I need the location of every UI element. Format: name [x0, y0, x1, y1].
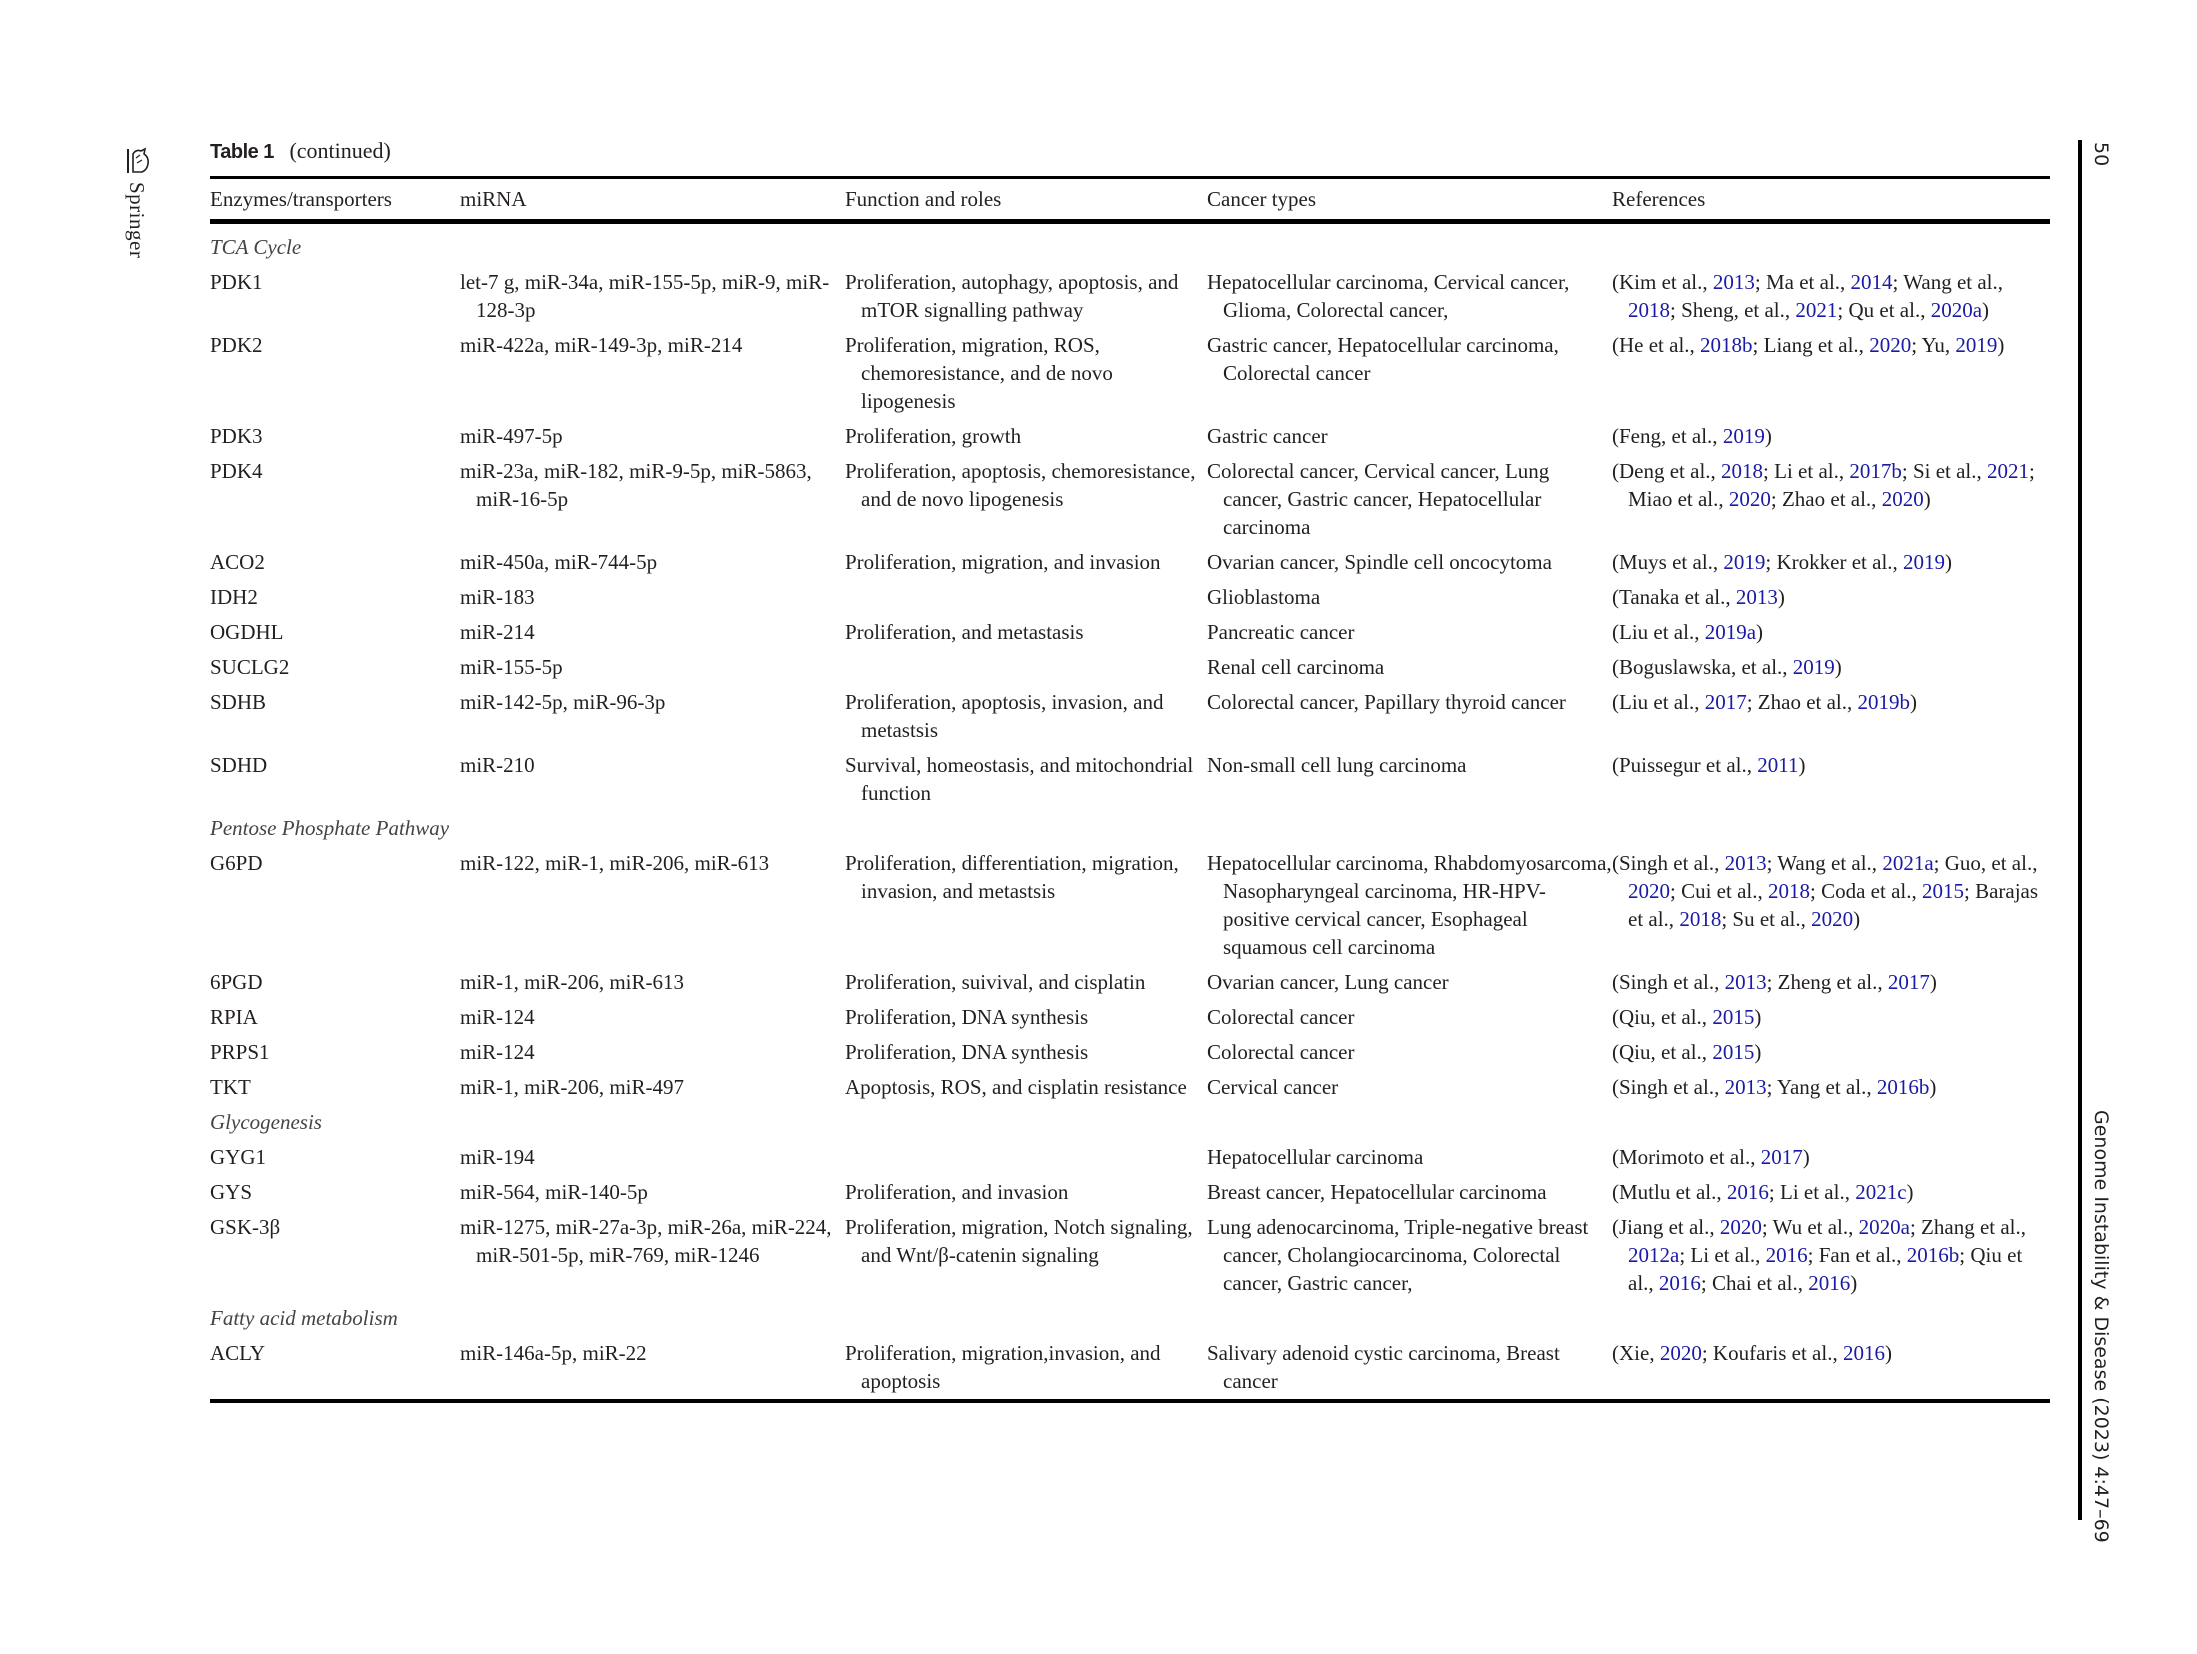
citation-text: ) — [1853, 907, 1861, 931]
enzyme-cell: SDHB — [210, 690, 267, 714]
citation-link[interactable]: 2021a — [1882, 851, 1934, 875]
citation-text: ) — [1910, 690, 1918, 714]
empty-cell — [1207, 811, 1612, 846]
table-row — [210, 265, 2050, 328]
citation-link[interactable]: 2016 — [1842, 1341, 1885, 1365]
citation-link[interactable]: 2013 — [1735, 585, 1778, 609]
citation-text: (Muys et al., — [1612, 550, 1724, 574]
empty-cell — [460, 1105, 845, 1140]
table-row — [210, 1070, 2050, 1105]
section-row — [210, 811, 2050, 846]
citation-text: ) — [1754, 1005, 1762, 1029]
citation-link[interactable]: 2017 — [1760, 1145, 1803, 1169]
citation-link[interactable]: 2017 — [1704, 690, 1747, 714]
references-cell — [1612, 545, 2050, 580]
function-cell — [845, 650, 1207, 685]
table-row — [210, 965, 2050, 1000]
citation-text: ; Wu et al., — [1761, 1215, 1859, 1239]
enzyme-cell: OGDHL — [210, 620, 284, 644]
empty-cell — [845, 1301, 1207, 1336]
citation-text: ) — [1997, 333, 2005, 357]
citation-link[interactable]: 2016 — [1658, 1271, 1701, 1295]
citation-link[interactable]: 2020 — [1719, 1215, 1762, 1239]
references-cell — [1612, 454, 2050, 545]
cancer-types-cell: Colorectal cancer, Papillary thyroid cancer — [1207, 690, 1566, 714]
function-cell: Survival, homeostasis, and mitochondrial function — [845, 753, 1194, 805]
mirna-cell: miR-1, miR-206, miR-497 — [460, 1075, 685, 1099]
citation-link[interactable]: 2018 — [1768, 879, 1810, 903]
citation-text: ; Li et al., — [1763, 459, 1850, 483]
table-row — [210, 1140, 2050, 1175]
empty-cell — [1612, 1105, 2050, 1140]
enzyme-cell: PDK2 — [210, 333, 263, 357]
function-cell: Proliferation, migration,invasion, and apoptosis — [845, 1341, 1161, 1393]
empty-cell — [1612, 222, 2050, 266]
springer-horse-icon — [126, 146, 152, 176]
citation-link[interactable]: 2018b — [1700, 333, 1753, 357]
journal-reference: Genome Instability & Disease (2023) 4:47–69 — [2090, 1110, 2112, 1543]
citation-text: (Feng, et al., — [1612, 424, 1723, 448]
table-row — [210, 1336, 2050, 1401]
empty-cell — [1207, 1105, 1612, 1140]
citation-text: ) — [1884, 1341, 1892, 1365]
references-cell — [1612, 748, 2050, 811]
references-cell — [1612, 615, 2050, 650]
citation-text: ; Koufaris et al., — [1701, 1341, 1843, 1365]
citation-text: ; Fan et al., — [1807, 1243, 1907, 1267]
citation-text: ) — [1850, 1271, 1858, 1295]
citation-link[interactable]: 2013 — [1724, 1075, 1767, 1099]
empty-cell — [460, 1301, 845, 1336]
citation-text: ) — [1754, 1040, 1762, 1064]
references-cell — [1612, 328, 2050, 419]
function-cell: Proliferation, migration, and invasion — [845, 550, 1161, 574]
margin-rule — [2078, 140, 2082, 1520]
empty-cell — [460, 811, 845, 846]
cancer-types-cell: Hepatocellular carcinoma, Cervical cancer, Glioma, Colorectal cancer, — [1207, 270, 1570, 322]
section-title: TCA Cycle — [210, 235, 302, 259]
citation-text: ) — [1834, 655, 1842, 679]
page-number: 50 — [2090, 142, 2112, 167]
enzyme-cell: PDK4 — [210, 459, 263, 483]
citation-text: ; Ma et al., — [1754, 270, 1851, 294]
citation-text: (Qiu, et al., — [1612, 1040, 1713, 1064]
function-cell: Proliferation, autophagy, apoptosis, and mTOR signalling pathway — [845, 270, 1179, 322]
citation-text: ) — [1929, 970, 1937, 994]
citation-text: (Deng et al., — [1612, 459, 1722, 483]
citation-link[interactable]: 2016b — [1876, 1075, 1930, 1099]
enzyme-cell: GYG1 — [210, 1145, 266, 1169]
cancer-types-cell: Cervical cancer — [1207, 1075, 1339, 1099]
mirna-cell: let-7 g, miR-34a, miR-155-5p, miR-9, miR-128-3p — [460, 270, 830, 322]
citation-link[interactable]: 2019 — [1722, 424, 1765, 448]
citation-link[interactable]: 2019 — [1792, 655, 1835, 679]
empty-cell — [845, 811, 1207, 846]
cancer-types-cell: Colorectal cancer, Cervical cancer, Lung cancer, Gastric cancer, Hepatocellular carcinoma — [1207, 459, 1550, 539]
function-cell: Proliferation, DNA synthesis — [845, 1040, 1089, 1064]
function-cell: Proliferation, DNA synthesis — [845, 1005, 1089, 1029]
citation-text: ; Su et al., — [1721, 907, 1812, 931]
citation-text: ; Qu et al., — [1837, 298, 1931, 322]
citation-text: (Liu et al., — [1612, 690, 1705, 714]
section-row — [210, 1105, 2050, 1140]
citation-link[interactable]: 2017 — [1887, 970, 1930, 994]
citation-text: ) — [1764, 424, 1772, 448]
table-caption-text: (continued) — [289, 138, 391, 163]
citation-link[interactable]: 2019 — [1723, 550, 1766, 574]
cancer-types-cell: Colorectal cancer — [1207, 1040, 1355, 1064]
cancer-types-cell: Non-small cell lung carcinoma — [1207, 753, 1467, 777]
publisher-name: Springer — [125, 182, 149, 259]
function-cell: Proliferation, growth — [845, 424, 1022, 448]
table-row — [210, 1035, 2050, 1070]
section-row — [210, 222, 2050, 266]
citation-link[interactable]: 2020 — [1728, 487, 1771, 511]
mirna-cell: miR-146a-5p, miR-22 — [460, 1341, 647, 1365]
cancer-types-cell: Pancreatic cancer — [1207, 620, 1355, 644]
citation-text: ; Guo, et al., — [1933, 851, 2038, 875]
table-row — [210, 328, 2050, 419]
table-label: Table 1 — [210, 141, 274, 163]
table-caption — [210, 138, 391, 164]
citation-text: ) — [1906, 1180, 1914, 1204]
mirna-cell: miR-564, miR-140-5p — [460, 1180, 648, 1204]
citation-link[interactable]: 2020a — [1858, 1215, 1910, 1239]
citation-link[interactable]: 2021c — [1855, 1180, 1907, 1204]
enzyme-cell: ACO2 — [210, 550, 265, 574]
mirna-cell: miR-23a, miR-182, miR-9-5p, miR-5863, miR-16-5p — [460, 459, 812, 511]
citation-text: ) — [1756, 620, 1764, 644]
citation-text: ; Cui et al., — [1670, 879, 1768, 903]
enzyme-cell: SDHD — [210, 753, 268, 777]
table-body — [210, 222, 2050, 1402]
header-cancer-types: Cancer types — [1207, 187, 1317, 211]
citation-link[interactable]: 2019b — [1857, 690, 1911, 714]
references-cell — [1612, 1210, 2050, 1301]
citation-text: ; Li et al., — [1679, 1243, 1766, 1267]
cancer-types-cell: Ovarian cancer, Lung cancer — [1207, 970, 1449, 994]
citation-text: (He et al., — [1612, 333, 1701, 357]
empty-cell — [1207, 222, 1612, 266]
references-cell — [1612, 846, 2050, 965]
cancer-types-cell: Ovarian cancer, Spindle cell oncocytoma — [1207, 550, 1552, 574]
enzyme-cell: PRPS1 — [210, 1040, 270, 1064]
mirna-cell: miR-194 — [460, 1145, 535, 1169]
enzyme-cell: GYS — [210, 1180, 253, 1204]
mirna-cell: miR-183 — [460, 585, 535, 609]
mirna-cell: miR-422a, miR-149-3p, miR-214 — [460, 333, 743, 357]
function-cell: Apoptosis, ROS, and cisplatin resistance — [845, 1075, 1187, 1099]
enzyme-cell: RPIA — [210, 1005, 258, 1029]
citation-text: ; Coda et al., — [1810, 879, 1922, 903]
enzyme-cell: PDK3 — [210, 424, 263, 448]
mirna-cell: miR-450a, miR-744-5p — [460, 550, 658, 574]
header-mirna: miRNA — [460, 187, 527, 211]
function-cell: Proliferation, and metastasis — [845, 620, 1084, 644]
citation-link[interactable]: 2017b — [1849, 459, 1902, 483]
section-title: Fatty acid metabolism — [210, 1306, 398, 1330]
mirna-cell: miR-124 — [460, 1005, 535, 1029]
enzyme-cell: GSK-3β — [210, 1215, 281, 1239]
citation-link[interactable]: 2019a — [1704, 620, 1757, 644]
citation-link[interactable]: 2019 — [1955, 333, 1998, 357]
mirna-cell: miR-155-5p — [460, 655, 563, 679]
citation-text: ; Liang et al., — [1752, 333, 1870, 357]
references-cell — [1612, 1035, 2050, 1070]
table-row — [210, 650, 2050, 685]
cancer-types-cell: Hepatocellular carcinoma, Rhabdomyosarcoma, Nasopharyngeal carcinoma, HR-HPV-positive cervical cancer, Esophageal squamous cell carcinoma — [1207, 851, 1612, 959]
enzyme-cell: SUCLG2 — [210, 655, 290, 679]
function-cell: Proliferation, suivival, and cisplatin — [845, 970, 1146, 994]
empty-cell — [1207, 1301, 1612, 1336]
citation-link[interactable]: 2020 — [1659, 1341, 1702, 1365]
citation-text: ) — [1929, 1075, 1937, 1099]
function-cell: Proliferation, apoptosis, invasion, and metastsis — [845, 690, 1164, 742]
citation-text: (Singh et al., — [1612, 1075, 1725, 1099]
citation-link[interactable]: 2020 — [1869, 333, 1912, 357]
table-row — [210, 1000, 2050, 1035]
citation-text: ; Zhang et al., — [1909, 1215, 2027, 1239]
citation-text: (Morimoto et al., — [1612, 1145, 1761, 1169]
cancer-types-cell: Colorectal cancer — [1207, 1005, 1355, 1029]
enzyme-cell: G6PD — [210, 851, 263, 875]
citation-link[interactable]: 2011 — [1757, 753, 1799, 777]
table-row — [210, 685, 2050, 748]
citation-text: (Puissegur et al., — [1612, 753, 1758, 777]
empty-cell — [845, 1105, 1207, 1140]
references-cell — [1612, 265, 2050, 328]
citation-text: ; Chai et al., — [1700, 1271, 1809, 1295]
citation-text: ) — [1802, 1145, 1810, 1169]
header-references: References — [1612, 187, 1706, 211]
references-cell — [1612, 965, 2050, 1000]
cancer-types-cell: Salivary adenoid cystic carcinoma, Breast cancer — [1207, 1341, 1560, 1393]
citation-link[interactable]: 2018 — [1721, 459, 1764, 483]
citation-link[interactable]: 2018 — [1628, 298, 1670, 322]
table-row — [210, 545, 2050, 580]
citation-link[interactable]: 2018 — [1679, 907, 1722, 931]
publisher-mark — [122, 146, 162, 266]
citation-link[interactable]: 2015 — [1921, 879, 1964, 903]
citation-link[interactable]: 2016 — [1808, 1271, 1851, 1295]
citation-text: ; Si et al., — [1901, 459, 1988, 483]
enzyme-cell: PDK1 — [210, 270, 263, 294]
table-row — [210, 1210, 2050, 1301]
enzyme-cell: TKT — [210, 1075, 251, 1099]
citation-text: ; Zhao et al., — [1770, 487, 1882, 511]
mirna-cell: miR-124 — [460, 1040, 535, 1064]
function-cell: Proliferation, and invasion — [845, 1180, 1069, 1204]
cancer-types-cell: Lung adenocarcinoma, Triple-negative breast cancer, Cholangiocarcinoma, Colorectal cancer, Gastric cancer, — [1207, 1215, 1589, 1295]
citation-link[interactable]: 2012a — [1628, 1243, 1680, 1267]
citation-text: (Xie, — [1612, 1341, 1660, 1365]
function-cell: Proliferation, migration, Notch signaling, and Wnt/β-catenin signaling — [845, 1215, 1193, 1267]
cancer-types-cell: Hepatocellular carcinoma — [1207, 1145, 1424, 1169]
citation-text: (Jiang et al., — [1612, 1215, 1720, 1239]
citation-text: (Liu et al., — [1612, 620, 1705, 644]
mirna-cell: miR-214 — [460, 620, 535, 644]
citation-link[interactable]: 2020 — [1811, 907, 1854, 931]
table-row — [210, 748, 2050, 811]
section-title: Glycogenesis — [210, 1110, 322, 1134]
table-row — [210, 1175, 2050, 1210]
citation-text: ; Yang et al., — [1766, 1075, 1877, 1099]
citation-text: ; Qiu et al., — [1628, 1243, 2023, 1295]
citation-text: ; Li et al., — [1768, 1180, 1856, 1204]
function-cell: Proliferation, differentiation, migration, invasion, and metastsis — [845, 851, 1179, 903]
citation-link[interactable]: 2020a — [1930, 298, 1983, 322]
citation-text: ) — [1982, 298, 1990, 322]
enzyme-cell: 6PGD — [210, 970, 263, 994]
citation-link[interactable]: 2015 — [1712, 1005, 1755, 1029]
enzyme-cell: ACLY — [210, 1341, 266, 1365]
citation-link[interactable]: 2013 — [1724, 851, 1767, 875]
citation-text: ) — [1798, 753, 1806, 777]
citation-link[interactable]: 2020 — [1628, 879, 1670, 903]
citation-text: ; Yu, — [1911, 333, 1956, 357]
citation-text: (Qiu, et al., — [1612, 1005, 1713, 1029]
references-cell — [1612, 1070, 2050, 1105]
cancer-types-cell: Gastric cancer, Hepatocellular carcinoma, Colorectal cancer — [1207, 333, 1559, 385]
citation-text: ) — [1945, 550, 1953, 574]
table-row — [210, 846, 2050, 965]
cancer-types-cell: Breast cancer, Hepatocellular carcinoma — [1207, 1180, 1547, 1204]
citation-link[interactable]: 2019 — [1903, 550, 1946, 574]
references-cell — [1612, 1140, 2050, 1175]
header-enzymes: Enzymes/transporters — [210, 187, 392, 211]
citation-text: (Tanaka et al., — [1612, 585, 1736, 609]
citation-link[interactable]: 2015 — [1712, 1040, 1755, 1064]
citation-text: ; Miao et al., — [1628, 459, 2035, 511]
empty-cell — [1612, 1301, 2050, 1336]
function-cell: Proliferation, migration, ROS, chemoresistance, and de novo lipogenesis — [845, 333, 1113, 413]
data-table — [210, 176, 2050, 1403]
citation-text: ; Zhao et al., — [1746, 690, 1858, 714]
cancer-types-cell: Gastric cancer — [1207, 424, 1328, 448]
function-cell — [845, 1140, 1207, 1175]
citation-text: (Kim et al., — [1612, 270, 1713, 294]
references-cell — [1612, 685, 2050, 748]
citation-text: ; Wang et al., — [1892, 270, 2004, 294]
table-row — [210, 419, 2050, 454]
citation-link[interactable]: 2020 — [1881, 487, 1924, 511]
citation-link[interactable]: 2016 — [1765, 1243, 1808, 1267]
mirna-cell: miR-122, miR-1, miR-206, miR-613 — [460, 851, 770, 875]
mirna-cell: miR-142-5p, miR-96-3p — [460, 690, 666, 714]
citation-text: (Boguslawska, et al., — [1612, 655, 1793, 679]
function-cell: Proliferation, apoptosis, chemoresistance, and de novo lipogenesis — [845, 459, 1196, 511]
citation-link[interactable]: 2016b — [1906, 1243, 1960, 1267]
section-title: Pentose Phosphate Pathway — [210, 816, 450, 840]
section-row — [210, 1301, 2050, 1336]
header-row — [210, 178, 2050, 222]
citation-text: ) — [1777, 585, 1785, 609]
mirna-cell: miR-1, miR-206, miR-613 — [460, 970, 685, 994]
citation-text: (Singh et al., — [1612, 970, 1725, 994]
mirna-cell: miR-210 — [460, 753, 535, 777]
references-cell — [1612, 650, 2050, 685]
citation-link[interactable]: 2014 — [1850, 270, 1893, 294]
citation-text: ; Zheng et al., — [1766, 970, 1888, 994]
table-row — [210, 454, 2050, 545]
references-cell — [1612, 1336, 2050, 1401]
citation-link[interactable]: 2021 — [1795, 298, 1838, 322]
citation-text: ; Krokker et al., — [1765, 550, 1904, 574]
cancer-types-cell: Renal cell carcinoma — [1207, 655, 1385, 679]
citation-link[interactable]: 2013 — [1724, 970, 1767, 994]
mirna-cell: miR-1275, miR-27a-3p, miR-26a, miR-224, miR-501-5p, miR-769, miR-1246 — [460, 1215, 832, 1267]
table-row — [210, 615, 2050, 650]
header-function: Function and roles — [845, 187, 1002, 211]
citation-text: ; Sheng, et al., — [1670, 298, 1796, 322]
references-cell — [1612, 419, 2050, 454]
references-cell — [1612, 1175, 2050, 1210]
cancer-types-cell: Glioblastoma — [1207, 585, 1321, 609]
enzyme-cell: IDH2 — [210, 585, 258, 609]
citation-link[interactable]: 2016 — [1726, 1180, 1769, 1204]
function-cell — [845, 580, 1207, 615]
citation-link[interactable]: 2021 — [1987, 459, 2030, 483]
mirna-cell: miR-497-5p — [460, 424, 563, 448]
citation-text: ; Wang et al., — [1766, 851, 1883, 875]
empty-cell — [460, 222, 845, 266]
citation-text: ) — [1923, 487, 1931, 511]
table-row — [210, 580, 2050, 615]
citation-link[interactable]: 2013 — [1712, 270, 1755, 294]
citation-text: (Mutlu et al., — [1612, 1180, 1727, 1204]
references-cell — [1612, 1000, 2050, 1035]
references-cell — [1612, 580, 2050, 615]
empty-cell — [845, 222, 1207, 266]
empty-cell — [1612, 811, 2050, 846]
citation-text: ; Barajas et al., — [1628, 879, 2039, 931]
citation-text: (Singh et al., — [1612, 851, 1725, 875]
